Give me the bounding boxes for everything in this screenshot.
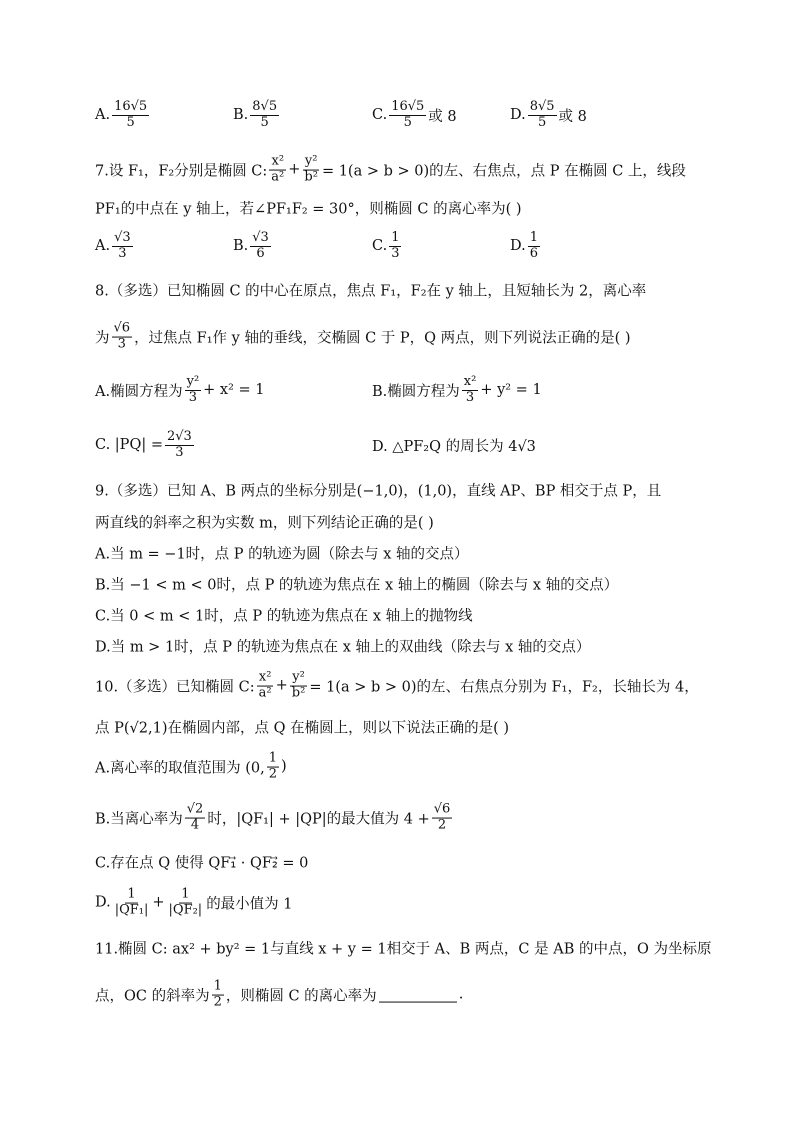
denominator: b² [304,169,318,185]
text-run: 11.椭圆 C: ax² + by² = 1与直线 x + y = 1相交于 A、B 两点，C 是 AB 的中点，O 为坐标原 [95,941,712,958]
text-line [95,198,522,219]
text-run: 时，|QF₁| + |QP|的最大值为 4 + [207,811,430,828]
denominator: 2 [213,994,222,1010]
denominator: 3 [118,245,127,261]
fraction [462,375,479,406]
fraction [167,888,205,919]
text-run: D.当 m > 1时，点 P 的轨迹为焦点在 x 轴上的双曲线（除去与 x 轴的交点） [95,639,591,656]
denominator: 5 [403,114,412,130]
answer-option [233,95,281,135]
numerator: 1 [213,978,222,994]
text-run: 点，OC 的斜率为 [95,988,210,1005]
denominator: 3 [188,389,198,405]
denominator: 3 [175,444,184,460]
text-run: A.离心率的取值范围为 (0, [95,760,265,777]
text-run: A. [95,107,111,123]
text-run: 或 8 [428,108,457,125]
text-line [95,155,686,186]
text-run: ) [280,759,287,775]
text-run: 9.（多选）已知 A、B 两点的坐标分别是(−1,0)，(1,0)，直线 AP、BP 相交于点 P，且 [95,483,662,500]
denominator: 3 [391,245,400,261]
text-run: D. [95,895,111,911]
fraction [432,803,453,834]
fraction [257,671,274,702]
text-run: 的最小值为 1 [206,896,293,913]
answer-option [510,226,542,266]
text-run: D. [510,238,526,254]
answer-option [233,226,273,266]
text-line [95,425,715,465]
text-line [95,980,463,1011]
text-run: B.当离心率为 [95,811,183,828]
denominator: 2 [437,817,447,833]
numerator: 16√5 [114,98,148,114]
text-run: B.椭圆方程为 [372,383,460,400]
text-run: + [152,895,165,911]
denominator: 3 [117,336,126,352]
denominator: 4 [190,817,200,833]
text-line [95,671,699,702]
denominator: 3 [465,389,475,405]
text-line [95,574,618,595]
text-line [95,852,308,873]
answer-option [372,226,403,266]
denominator: 5 [260,114,269,130]
text-run: C. [372,238,388,254]
fraction [250,100,279,131]
denominator: 5 [537,114,547,130]
answer-option [95,95,151,135]
fraction [528,231,540,262]
denominator: 6 [529,245,538,261]
text-line [95,280,646,301]
text-run: 点 P(√2,1)在椭圆内部，点 Q 在椭圆上，则以下说法正确的是( ) [95,720,510,737]
numerator: y² [304,153,318,169]
text-line [95,322,631,353]
answer-option [510,95,587,135]
text-line [95,803,454,834]
answer-option [95,370,265,410]
text-run: D. [510,107,526,123]
text-run: + [275,678,288,694]
fraction [112,100,149,131]
fraction [113,888,151,919]
numerator: y² [292,669,305,685]
text-line [95,605,473,626]
text-line [95,226,715,266]
numerator: 1 [529,229,538,245]
answer-blank [379,988,457,1003]
text-run: = 1(a > b > 0)的左、右焦点，点 P 在椭圆 C 上，线段 [321,163,686,180]
text-run: C.当 0 < m < 1时，点 P 的轨迹为焦点在 x 轴上的抛物线 [95,608,473,625]
text-line [95,717,509,738]
text-line [95,752,287,783]
text-run: C. |PQ| = [95,437,163,453]
denominator: |QF₁| [114,902,149,918]
answer-option [372,95,457,135]
numerator: 16√5 [391,98,425,114]
text-run: PF₁的中点在 y 轴上，若∠PF₁F₂ = 30°，则椭圆 C 的离心率为( ) [95,201,522,218]
answer-option [95,226,135,266]
fraction [302,155,320,186]
numerator: √3 [252,229,269,245]
numerator: 8√5 [252,98,278,114]
text-run: . [458,987,464,1003]
text-line [95,636,590,657]
numerator: 8√5 [529,98,555,114]
numerator: √2 [186,801,204,817]
fraction [528,100,557,131]
answer-option [372,370,542,410]
numerator: y² [186,373,200,389]
answer-option [372,425,536,465]
denominator: a² [271,169,285,185]
text-run: 或 8 [558,108,587,125]
text-line [95,512,434,533]
denominator: |QF₂| [168,902,203,918]
fraction [112,231,133,262]
fraction [112,322,133,353]
text-run: ，则椭圆 C 的离心率为 [225,988,377,1005]
fraction [269,155,286,186]
text-line [95,543,469,564]
denominator: 6 [256,245,265,261]
denominator: 5 [126,114,135,130]
text-run: 8.（多选）已知椭圆 C 的中心在原点，焦点 F₁，F₂在 y 轴上，且短轴长为 2，离心率 [95,283,647,300]
numerator: x² [271,153,285,169]
text-run: B. [233,238,249,254]
fraction [212,980,224,1011]
text-run: ，过焦点 F₁作 y 轴的垂线，交椭圆 C 于 P，Q 两点，则下列说法正确的是( ) [134,330,631,347]
text-run: 10.（多选）已知椭圆 C: [95,679,255,696]
text-line [95,95,715,135]
text-run: C.存在点 Q 使得 QF₁⃗ · QF₂⃗ = 0 [95,855,309,872]
text-run: B. [233,107,249,123]
numerator: 1 [181,886,190,902]
text-line [95,938,711,959]
denominator: 2 [268,766,277,782]
text-run: + y² = 1 [480,382,542,398]
text-run: A.当 m = −1时，点 P 的轨迹为圆（除去与 x 轴的交点） [95,546,469,563]
text-run: D. △PF₂Q 的周长为 4√3 [372,438,536,455]
text-run: A.椭圆方程为 [95,383,183,400]
text-line [95,480,661,501]
numerator: √6 [433,801,451,817]
text-run: + x² = 1 [203,382,265,398]
numerator: x² [258,669,272,685]
numerator: √3 [114,229,131,245]
text-run: 为 [95,330,110,347]
fraction [165,430,194,461]
denominator: a² [258,685,272,701]
text-line [95,370,715,410]
fraction [290,671,308,702]
numerator: 1 [127,886,136,902]
text-run: C. [372,107,388,123]
denominator: b² [291,685,306,701]
text-run: 两直线的斜率之积为实数 m，则下列结论正确的是( ) [95,515,434,532]
numerator: √6 [113,320,131,336]
text-run: = 1(a > b > 0)的左、右焦点分别为 F₁，F₂，长轴长为 4， [309,679,699,696]
text-run: + [288,162,301,178]
numerator: 1 [268,750,277,766]
text-run: A. [95,238,111,254]
fraction [267,752,279,783]
numerator: 1 [391,229,400,245]
answer-option [95,425,196,465]
fraction [250,231,271,262]
numerator: 2√3 [166,428,192,444]
text-line [95,888,293,919]
text-run: B.当 −1 < m < 0时，点 P 的轨迹为焦点在 x 轴上的椭圆（除去与 x 轴的交点） [95,577,619,594]
fraction [185,375,202,406]
text-run: 7.设 F₁，F₂分别是椭圆 C: [95,163,268,180]
fraction [389,100,426,131]
fraction [185,803,206,834]
numerator: x² [463,373,477,389]
fraction [389,231,401,262]
